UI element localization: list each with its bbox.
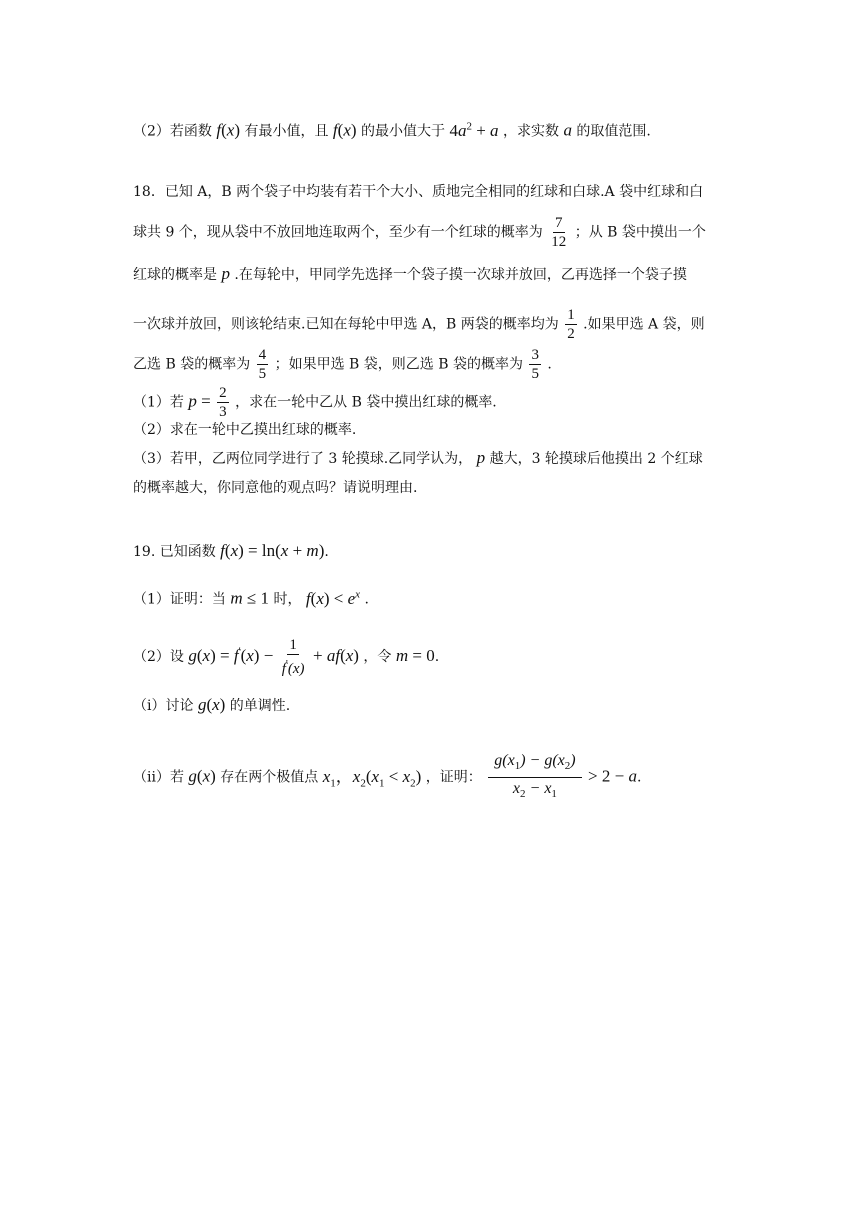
math-p: p — [476, 448, 486, 467]
fraction-difference-quotient — [488, 750, 581, 805]
text-segment: 的取值范围. — [576, 123, 651, 140]
q17-part2-line — [133, 116, 651, 142]
text-segment: 存在两个极值点 — [220, 769, 319, 786]
math-fx: f(x) — [332, 120, 357, 140]
math-plus-af: + af(x) — [313, 646, 359, 665]
q18-line4 — [133, 306, 705, 343]
fraction-denominator: f'(x) — [281, 658, 305, 677]
q18-line3 — [133, 264, 687, 285]
math-m-eq-0: m = 0 — [395, 646, 435, 665]
text-segment: （1）若 — [133, 394, 184, 411]
fraction-1-over-fprime — [280, 636, 307, 678]
text-segment: . — [547, 356, 552, 373]
text-segment: （2）求在一轮中乙摸出红球的概率. — [133, 422, 357, 438]
text-segment: 的概率越大，你同意他的观点吗？请说明理由. — [133, 480, 418, 496]
fraction-denominator: 3 — [219, 404, 227, 420]
fraction-numerator: 7 — [555, 215, 563, 231]
text-segment: . — [636, 769, 642, 786]
math-a: a — [563, 120, 572, 140]
fraction-denominator: 12 — [551, 234, 567, 250]
text-segment: ，求实数 — [502, 123, 559, 140]
fraction-denominator: 5 — [531, 366, 539, 382]
fraction-3-5 — [529, 346, 541, 383]
q18-part1 — [133, 384, 497, 421]
text-segment: （1）证明：当 — [133, 591, 226, 608]
fraction-numerator: $g(x_1) - g(x_2)$ — [488, 750, 581, 778]
fraction-numerator: 4 — [258, 347, 267, 363]
q19-line1: 19. 已知函数 f(x) = ln(x + m). — [133, 541, 329, 560]
text-segment: 红球的概率是 — [133, 267, 217, 283]
text-segment: .如果甲选 A 袋，则 — [583, 316, 705, 333]
fraction-numerator: 3 — [531, 347, 539, 363]
math-gt-2-minus-a: > 2 − a — [588, 766, 637, 786]
q18-line5 — [133, 346, 552, 383]
math-fx-ln: f(x) = ln(x + m) — [220, 541, 325, 560]
math-p: p — [221, 264, 230, 283]
math-gx: g(x) — [188, 766, 216, 786]
fraction-2-3 — [217, 384, 229, 421]
text-segment: 19. 已知函数 — [133, 544, 216, 560]
math-fx: f(x) — [216, 120, 240, 140]
text-segment: 的单调性. — [229, 698, 291, 714]
math-fx-lt-ex: $f(x) < e^x$ — [305, 588, 361, 608]
q19-part2 — [133, 636, 439, 678]
text-segment: . — [364, 591, 369, 608]
text-segment: 球共 9 个，现从袋中不放回地连取两个，至少有一个红球的概率为 — [133, 224, 543, 241]
math-m-le-1: m ≤ 1 — [230, 588, 269, 608]
text-segment: 的最小值大于 — [360, 123, 445, 140]
q18-part2 — [133, 420, 356, 440]
q19-part-i — [133, 695, 290, 716]
text-segment: 越大，3 轮摸球后他摸出 2 个红球 — [489, 451, 703, 467]
text-segment: ，求在一轮中乙从 B 袋中摸出红球的概率. — [235, 394, 497, 411]
text-segment: ；如果甲选 B 袋，则乙选 B 袋的概率为 — [274, 356, 523, 373]
math-gx: g(x) — [197, 695, 226, 714]
fraction-numerator: 1 — [289, 637, 297, 653]
text-segment: 乙选 B 袋的概率为 — [133, 356, 251, 373]
q18-line2 — [133, 214, 706, 251]
text-segment: 时， — [273, 591, 302, 608]
text-segment: （3）若甲，乙两位同学进行了 3 轮摸球.乙同学认为， — [133, 451, 473, 467]
text-segment: . — [434, 649, 440, 665]
text-segment: （ii）若 — [133, 769, 184, 786]
text-segment: 有最小值，且 — [244, 123, 329, 140]
q19-part1 — [133, 584, 369, 610]
fraction-4-5 — [257, 346, 269, 383]
text-segment: （2）设 — [133, 649, 184, 665]
q18-part3-line1 — [133, 448, 703, 469]
fraction-denominator: 2 — [567, 326, 575, 342]
fraction-numerator: 1 — [567, 307, 575, 323]
q18-line1 — [133, 182, 703, 202]
fraction-7-12 — [549, 214, 568, 251]
q18-part3-line2 — [133, 478, 417, 498]
text-segment: 一次球并放回，则该轮结束.已知在每轮中甲选 A，B 两袋的概率均为 — [133, 316, 559, 333]
fraction-denominator: $x_2 - x_1$ — [512, 780, 557, 801]
text-segment: ；从 B 袋中摸出一个 — [574, 224, 706, 241]
text-segment: ，令 — [363, 649, 392, 665]
text-segment: （i）讨论 — [133, 698, 194, 714]
text-segment: 18．已知 A，B 两个袋子中均装有若干个大小、质地完全相同的红球和白球.A 袋中红球和白 — [133, 184, 704, 200]
math-x1-x2: $x_1$，$x_2(x_1 < x_2)$ — [322, 766, 422, 790]
math-p-eq: p = — [188, 391, 211, 411]
math-gx-def: g(x) = f'(x) − — [188, 645, 274, 665]
math-4a2-plus-a: $4a^2 + a$ — [449, 120, 499, 140]
q19-part-ii — [133, 750, 641, 805]
text-segment: .在每轮中，甲同学先选择一个袋子摸一次球并放回，乙再选择一个袋子摸 — [234, 267, 687, 283]
fraction-1-2 — [565, 306, 577, 343]
text-segment: ，证明： — [425, 769, 482, 786]
text-segment: （2）若函数 — [133, 123, 212, 140]
fraction-numerator: 2 — [219, 385, 227, 401]
fraction-denominator: 5 — [258, 366, 267, 382]
